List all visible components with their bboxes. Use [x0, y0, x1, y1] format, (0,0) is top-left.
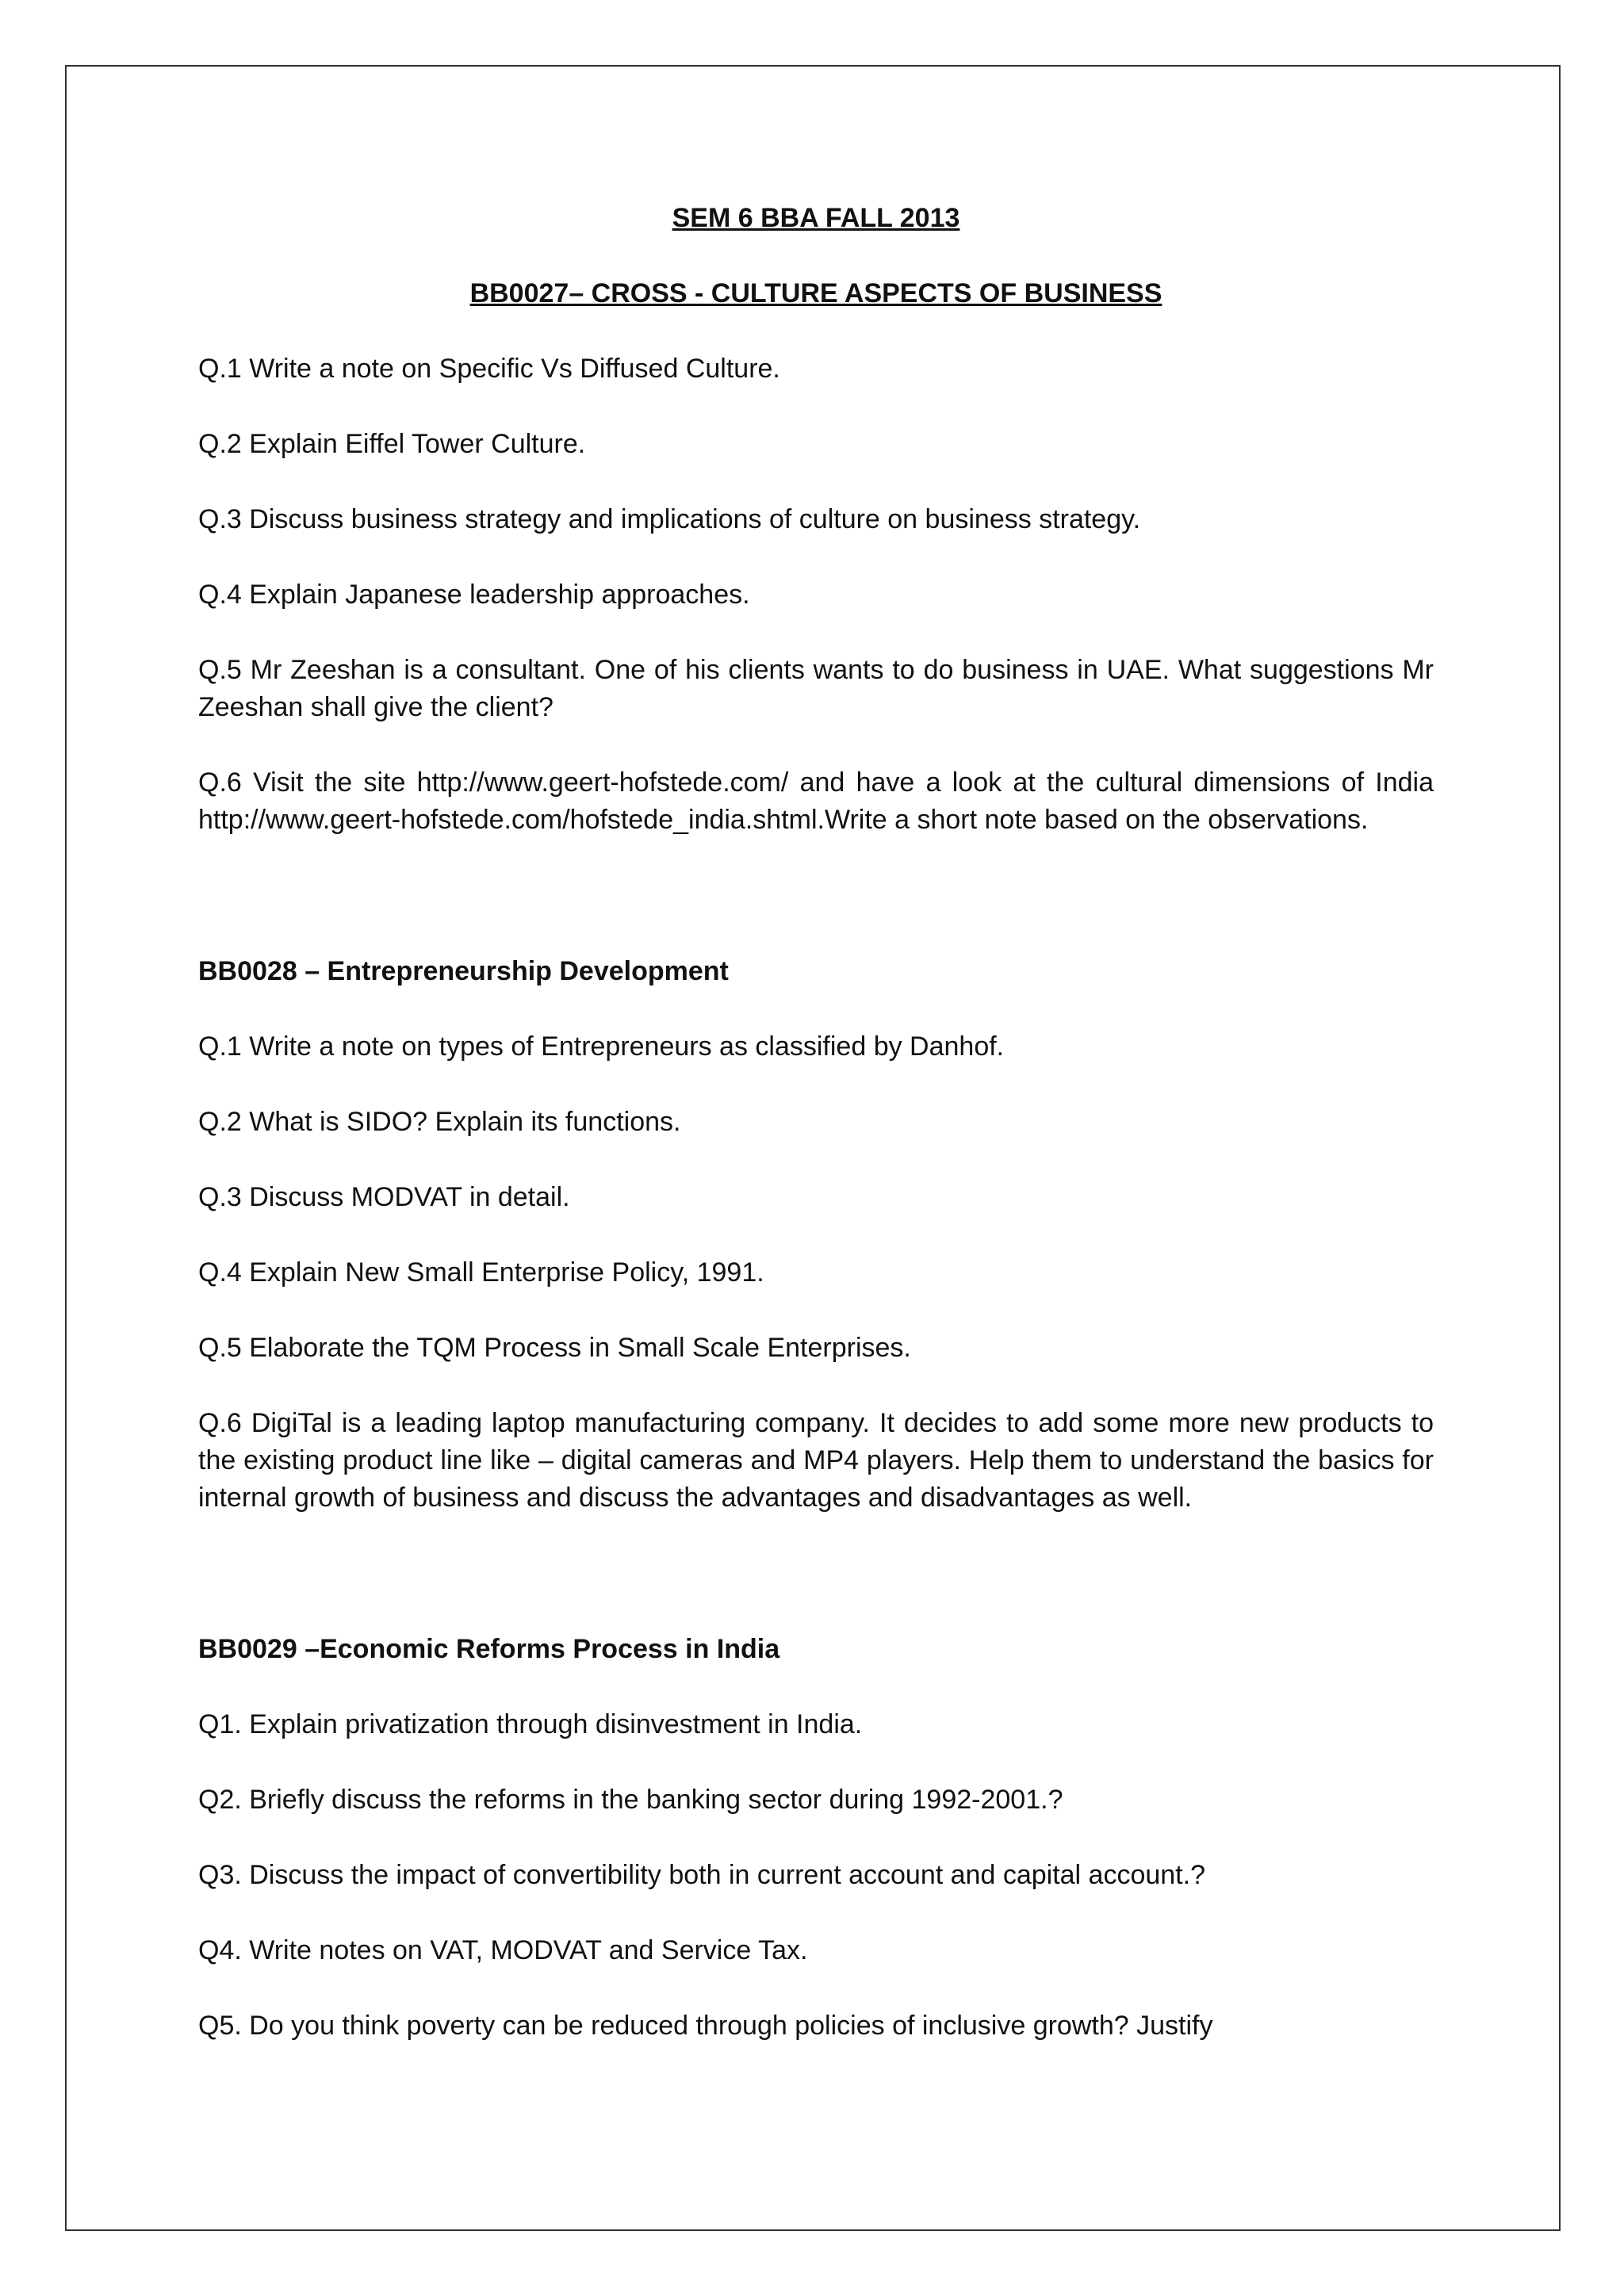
question-bb0029-q1: Q1. Explain privatization through disinvestment in India. — [198, 1709, 863, 1739]
question-bb0027-q3: Q.3 Discuss business strategy and implications of culture on business strategy. — [198, 504, 1141, 534]
question-bb0029-q4: Q4. Write notes on VAT, MODVAT and Service Tax. — [198, 1935, 808, 1965]
section-spacer — [198, 1555, 1434, 1631]
question-bb0027-q5: Q.5 Mr Zeeshan is a consultant. One of his clients wants to do business in UAE. What suggestions Mr Zeeshan shall give the client? — [198, 655, 1434, 722]
document-body — [198, 200, 1434, 2083]
section-spacer — [198, 877, 1434, 953]
section-title-bb0028: BB0028 – Entrepreneurship Development — [198, 956, 729, 986]
question-bb0029-q2: Q2. Briefly discuss the reforms in the banking sector during 1992-2001.? — [198, 1785, 1063, 1815]
section-title-bb0029: BB0029 –Economic Reforms Process in India — [198, 1634, 780, 1664]
question-bb0028-q1: Q.1 Write a note on types of Entrepreneurs as classified by Danhof. — [198, 1031, 1005, 1062]
question-bb0029-q5: Q5. Do you think poverty can be reduced through policies of inclusive growth? Justify — [198, 2011, 1213, 2041]
question-bb0028-q4: Q.4 Explain New Small Enterprise Policy, 1991. — [198, 1257, 764, 1288]
question-bb0027-q4: Q.4 Explain Japanese leadership approaches. — [198, 580, 750, 610]
question-bb0028-q6: Q.6 DigiTal is a leading laptop manufacturing company. It decides to add some more new products to the existing product line like – digital cameras and MP4 players. Help them to understand the basics for internal growth of business and discuss the advantages and disadvantages as well. — [198, 1408, 1434, 1513]
question-bb0027-q2: Q.2 Explain Eiffel Tower Culture. — [198, 429, 586, 459]
question-bb0028-q5: Q.5 Elaborate the TQM Process in Small Scale Enterprises. — [198, 1333, 911, 1363]
section-title-bb0027: BB0027– CROSS - CULTURE ASPECTS OF BUSINESS — [469, 278, 1162, 308]
question-bb0028-q2: Q.2 What is SIDO? Explain its functions. — [198, 1107, 681, 1137]
semester-heading: SEM 6 BBA FALL 2013 — [672, 203, 960, 233]
question-bb0027-q1: Q.1 Write a note on Specific Vs Diffused Culture. — [198, 354, 780, 384]
question-bb0028-q3: Q.3 Discuss MODVAT in detail. — [198, 1182, 570, 1212]
question-bb0029-q3: Q3. Discuss the impact of convertibility both in current account and capital account.? — [198, 1860, 1205, 1890]
question-bb0027-q6: Q.6 Visit the site http://www.geert-hofstede.com/ and have a look at the cultural dimensions of India http://www.geert-hofstede.com/hofstede_india.shtml.Write a short note based on the observations. — [198, 767, 1434, 835]
